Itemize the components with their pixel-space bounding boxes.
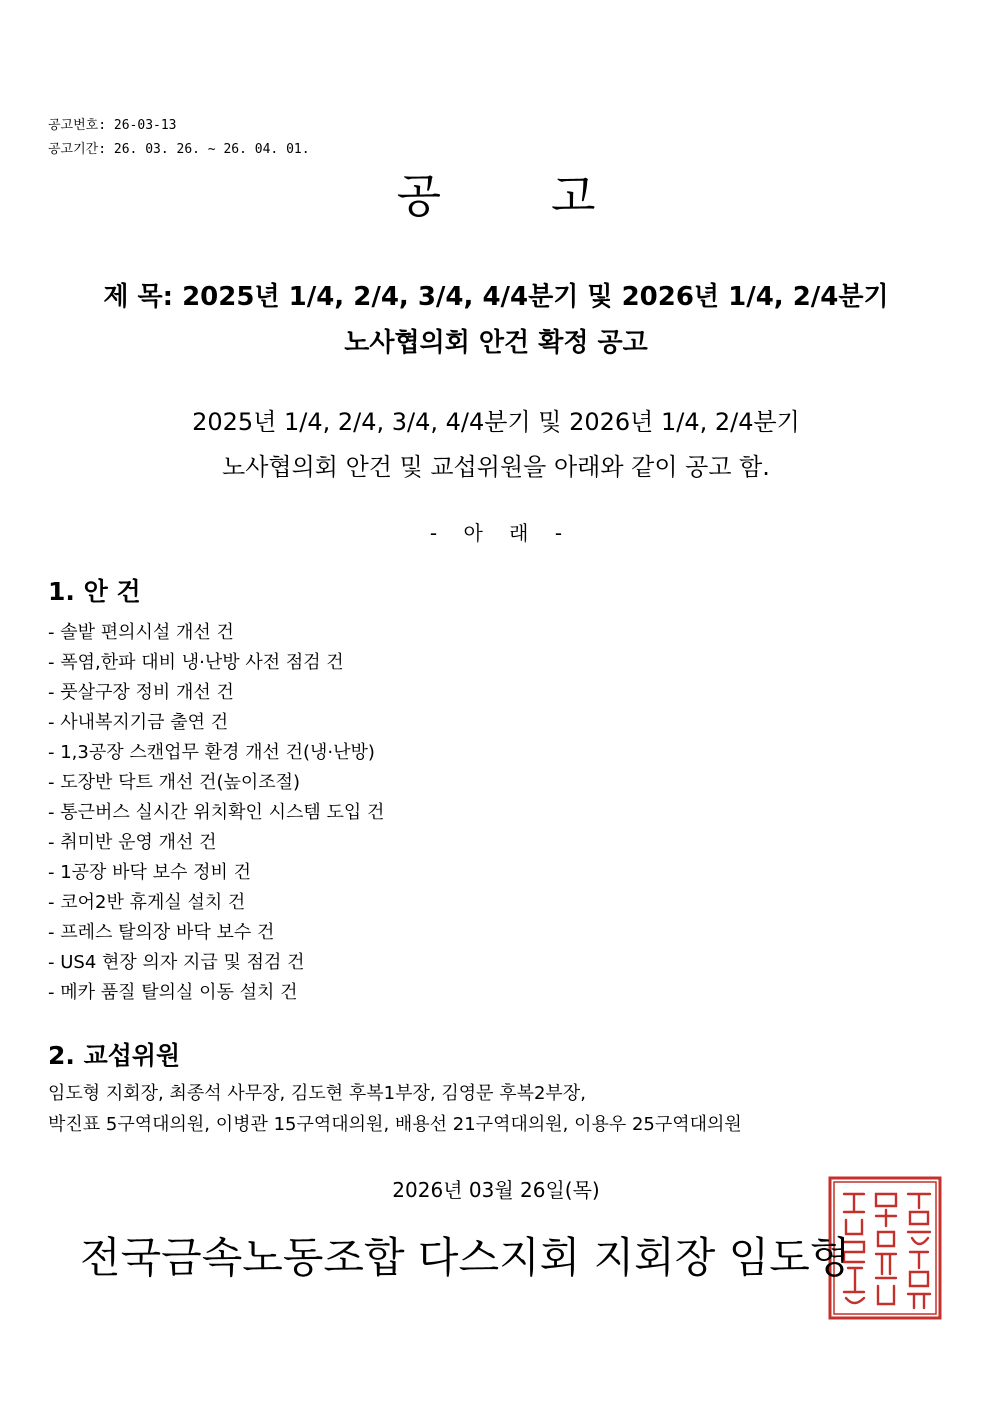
- negotiators-section-title: 2. 교섭위원: [48, 1041, 181, 1070]
- agenda-item: - 코어2반 휴게실 설치 건: [48, 892, 246, 913]
- agenda-item: - 메카 품질 탈의실 이동 설치 건: [48, 982, 298, 1003]
- notice-date: 2026년 03월 26일(목): [392, 1178, 600, 1202]
- below-marker: - 아 래 -: [429, 521, 563, 545]
- document-heading: 공고: [396, 169, 706, 223]
- agenda-item: - 풋살구장 정비 개선 건: [48, 682, 234, 703]
- agenda-list: [48, 618, 384, 1008]
- subject-line-2: 노사협의회 안건 확정 공고: [344, 328, 648, 358]
- negotiators-line-2: 박진표 5구역대의원, 이병관 15구역대의원, 배용선 21구역대의원, 이용우 25구역대의원: [48, 1114, 742, 1135]
- notice-number: 공고번호: 26-03-13: [48, 118, 177, 133]
- agenda-item: - 사내복지기금 출연 건: [48, 712, 229, 733]
- agenda-item: - 폭염,한파 대비 냉·난방 사전 점검 건: [48, 652, 344, 673]
- agenda-item: - US4 현장 의자 지급 및 점검 건: [48, 952, 305, 973]
- agenda-item: - 1,3공장 스캔업무 환경 개선 건(냉·난방): [48, 742, 375, 763]
- notice-period: 공고기간: 26. 03. 26. ~ 26. 04. 01.: [48, 142, 310, 157]
- agenda-section-title: 1. 안 건: [48, 577, 141, 606]
- agenda-item: - 솔밭 편의시설 개선 건: [48, 622, 234, 643]
- subject-line-1: 제 목: 2025년 1/4, 2/4, 3/4, 4/4분기 및 2026년 1/4, 2/4분기: [103, 282, 889, 312]
- agenda-item: - 통근버스 실시간 위치확인 시스템 도입 건: [48, 802, 385, 823]
- agenda-item: - 도장반 닥트 개선 건(높이조절): [48, 772, 301, 793]
- negotiators-line-1: 임도형 지회장, 최종석 사무장, 김도현 후복1부장, 김영문 후복2부장,: [48, 1083, 586, 1104]
- intro-line-1: 2025년 1/4, 2/4, 3/4, 4/4분기 및 2026년 1/4, 2/4분기: [192, 408, 800, 436]
- agenda-item: - 1공장 바닥 보수 정비 건: [48, 862, 252, 883]
- issuer-signature: 전국금속노동조합 다스지회 지회장 임도형: [80, 1233, 851, 1282]
- intro-line-2: 노사협의회 안건 및 교섭위원을 아래와 같이 공고 함.: [222, 453, 770, 481]
- agenda-item: - 프레스 탈의장 바닥 보수 건: [48, 922, 275, 943]
- agenda-item: - 취미반 운영 개선 건: [48, 832, 217, 853]
